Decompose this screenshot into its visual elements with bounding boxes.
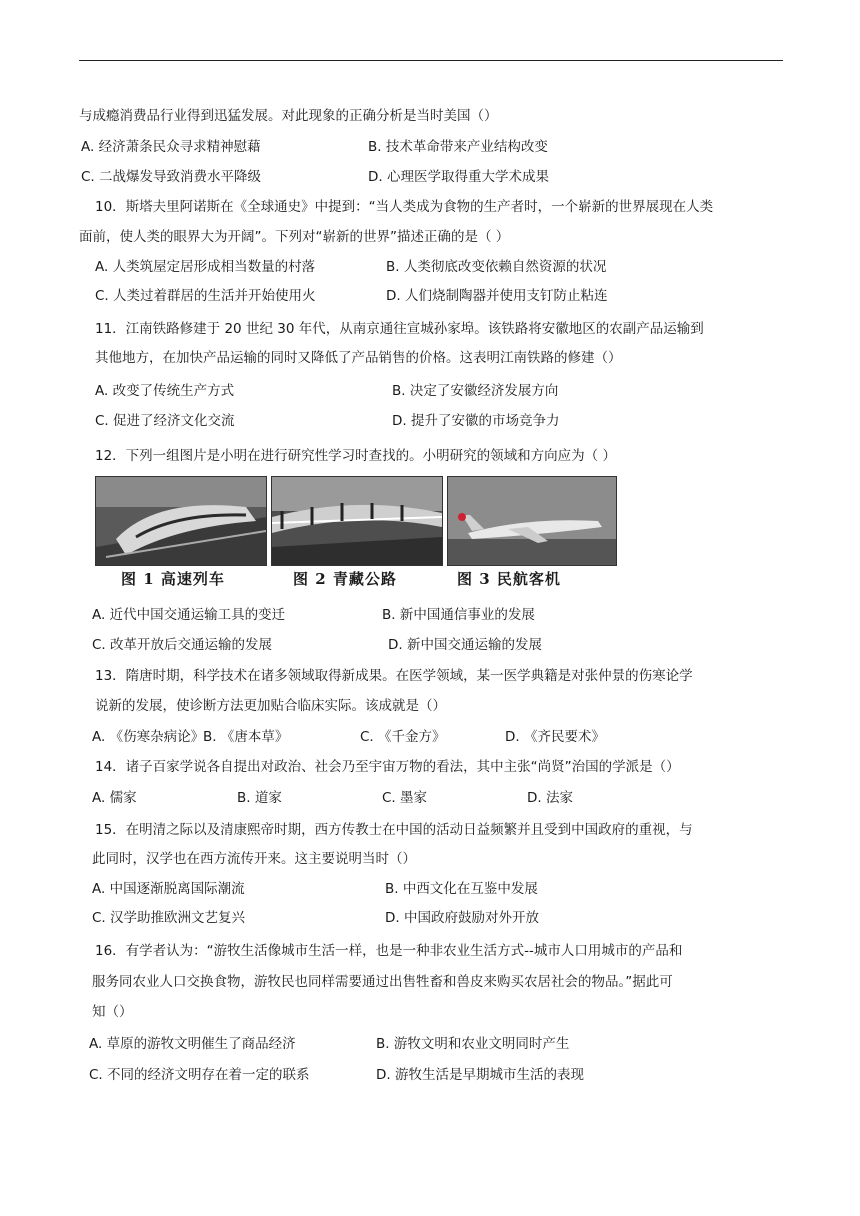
caption-figure-1: 图 1 高速列车 [121,570,225,588]
q9-stem: 与成瘾消费品行业得到迅猛发展。对此现象的正确分析是当时美国（） [79,108,498,124]
q16-option-a: A. 草原的游牧文明催生了商品经济 [89,1036,296,1052]
q16-option-d: D. 游牧生活是早期城市生活的表现 [376,1067,584,1083]
q13-option-c: C. 《千金方》 [360,729,446,745]
q14-stem: 14．诸子百家学说各自提出对政治、社会乃至宇宙万物的看法，其中主张“尚贤”治国的学派是（） [95,759,680,775]
q13-option-d: D. 《齐民要术》 [505,729,605,745]
q15-stem-line1: 15．在明清之际以及清康熙帝时期，西方传教士在中国的活动日益频繁并且受到中国政府的重视，与 [95,822,693,838]
q11-option-d: D. 提升了安徽的市场竞争力 [392,413,560,429]
q13-stem-line1: 13．隋唐时期，科学技术在诸多领域取得新成果。在医学领域，某一医学典籍是对张仲景的伤寒论学 [95,668,693,684]
q15-option-d: D. 中国政府鼓励对外开放 [385,910,539,926]
q11-option-a: A. 改变了传统生产方式 [95,383,235,399]
q10-stem-line1: 10．斯塔夫里阿诺斯在《全球通史》中提到：“当人类成为食物的生产者时，一个崭新的世界展现在人类 [95,199,714,215]
q10-option-b: B. 人类彻底改变依赖自然资源的状况 [386,259,607,275]
q16-option-b: B. 游牧文明和农业文明同时产生 [376,1036,570,1052]
q12-option-a: A. 近代中国交通运输工具的变迁 [92,607,286,623]
q16-stem-line2: 服务同农业人口交换食物，游牧民也同样需要通过出售牲畜和兽皮来购买农居社会的物品。”据此可 [92,974,673,990]
q13-option-a: A. 《伤寒杂病论》 [92,729,205,745]
q12-stem: 12．下列一组图片是小明在进行研究性学习时查找的。小明研究的领域和方向应为（ ） [95,448,616,464]
q11-option-c: C. 促进了经济文化交流 [95,413,235,429]
q16-option-c: C. 不同的经济文明存在着一定的联系 [89,1067,310,1083]
q12-option-c: C. 改革开放后交通运输的发展 [92,637,273,653]
q15-option-c: C. 汉学助推欧洲文艺复兴 [92,910,246,926]
q16-stem-line3: 知（） [92,1004,133,1020]
q9-option-a: A. 经济萧条民众寻求精神慰藉 [81,139,261,155]
q11-stem-line2: 其他地方，在加快产品运输的同时又降低了产品销售的价格。这表明江南铁路的修建（） [95,350,622,366]
caption-figure-2: 图 2 青藏公路 [293,570,397,588]
q16-stem-line1: 16．有学者认为：“游牧生活像城市生活一样，也是一种非农业生活方式--城市人口用城市的产品和 [95,943,683,959]
q11-option-b: B. 决定了安徽经济发展方向 [392,383,559,399]
q11-stem-line1: 11．江南铁路修建于 20 世纪 30 年代，从南京通往宣城孙家埠。该铁路将安徽地区的农副产品运输到 [95,321,704,337]
high-speed-train-photo [95,476,267,566]
q10-stem-line2: 面前，使人类的眼界大为开阔”。下列对“崭新的世界”描述正确的是（ ） [79,229,510,245]
q13-option-b: B. 《唐本草》 [203,729,289,745]
q10-option-d: D. 人们烧制陶器并使用支钉防止粘连 [386,288,608,304]
q12-option-d: D. 新中国交通运输的发展 [388,637,542,653]
q10-option-a: A. 人类筑屋定居形成相当数量的村落 [95,259,316,275]
q9-option-b: B. 技术革命带来产业结构改变 [368,139,548,155]
q14-option-d: D. 法家 [527,790,573,806]
q14-option-c: C. 墨家 [382,790,428,806]
q15-option-b: B. 中西文化在互鉴中发展 [385,881,538,897]
q13-stem-line2: 说新的发展，使诊断方法更加贴合临床实际。该成就是（） [95,698,446,714]
q14-option-a: A. 儒家 [92,790,137,806]
q15-option-a: A. 中国逐渐脱离国际潮流 [92,881,245,897]
qinghai-tibet-road-photo [271,476,443,566]
q14-option-b: B. 道家 [237,790,282,806]
q10-option-c: C. 人类过着群居的生活并开始使用火 [95,288,316,304]
q15-stem-line2: 此同时，汉学也在西方流传开来。这主要说明当时（） [92,851,416,867]
civil-airliner-photo [447,476,617,566]
q12-photo-strip [95,476,617,592]
q9-option-d: D. 心理医学取得重大学术成果 [368,169,549,185]
q9-option-c: C. 二战爆发导致消费水平降级 [81,169,262,185]
q12-option-b: B. 新中国通信事业的发展 [382,607,535,623]
header-rule [79,60,783,61]
caption-figure-3: 图 3 民航客机 [457,570,561,588]
